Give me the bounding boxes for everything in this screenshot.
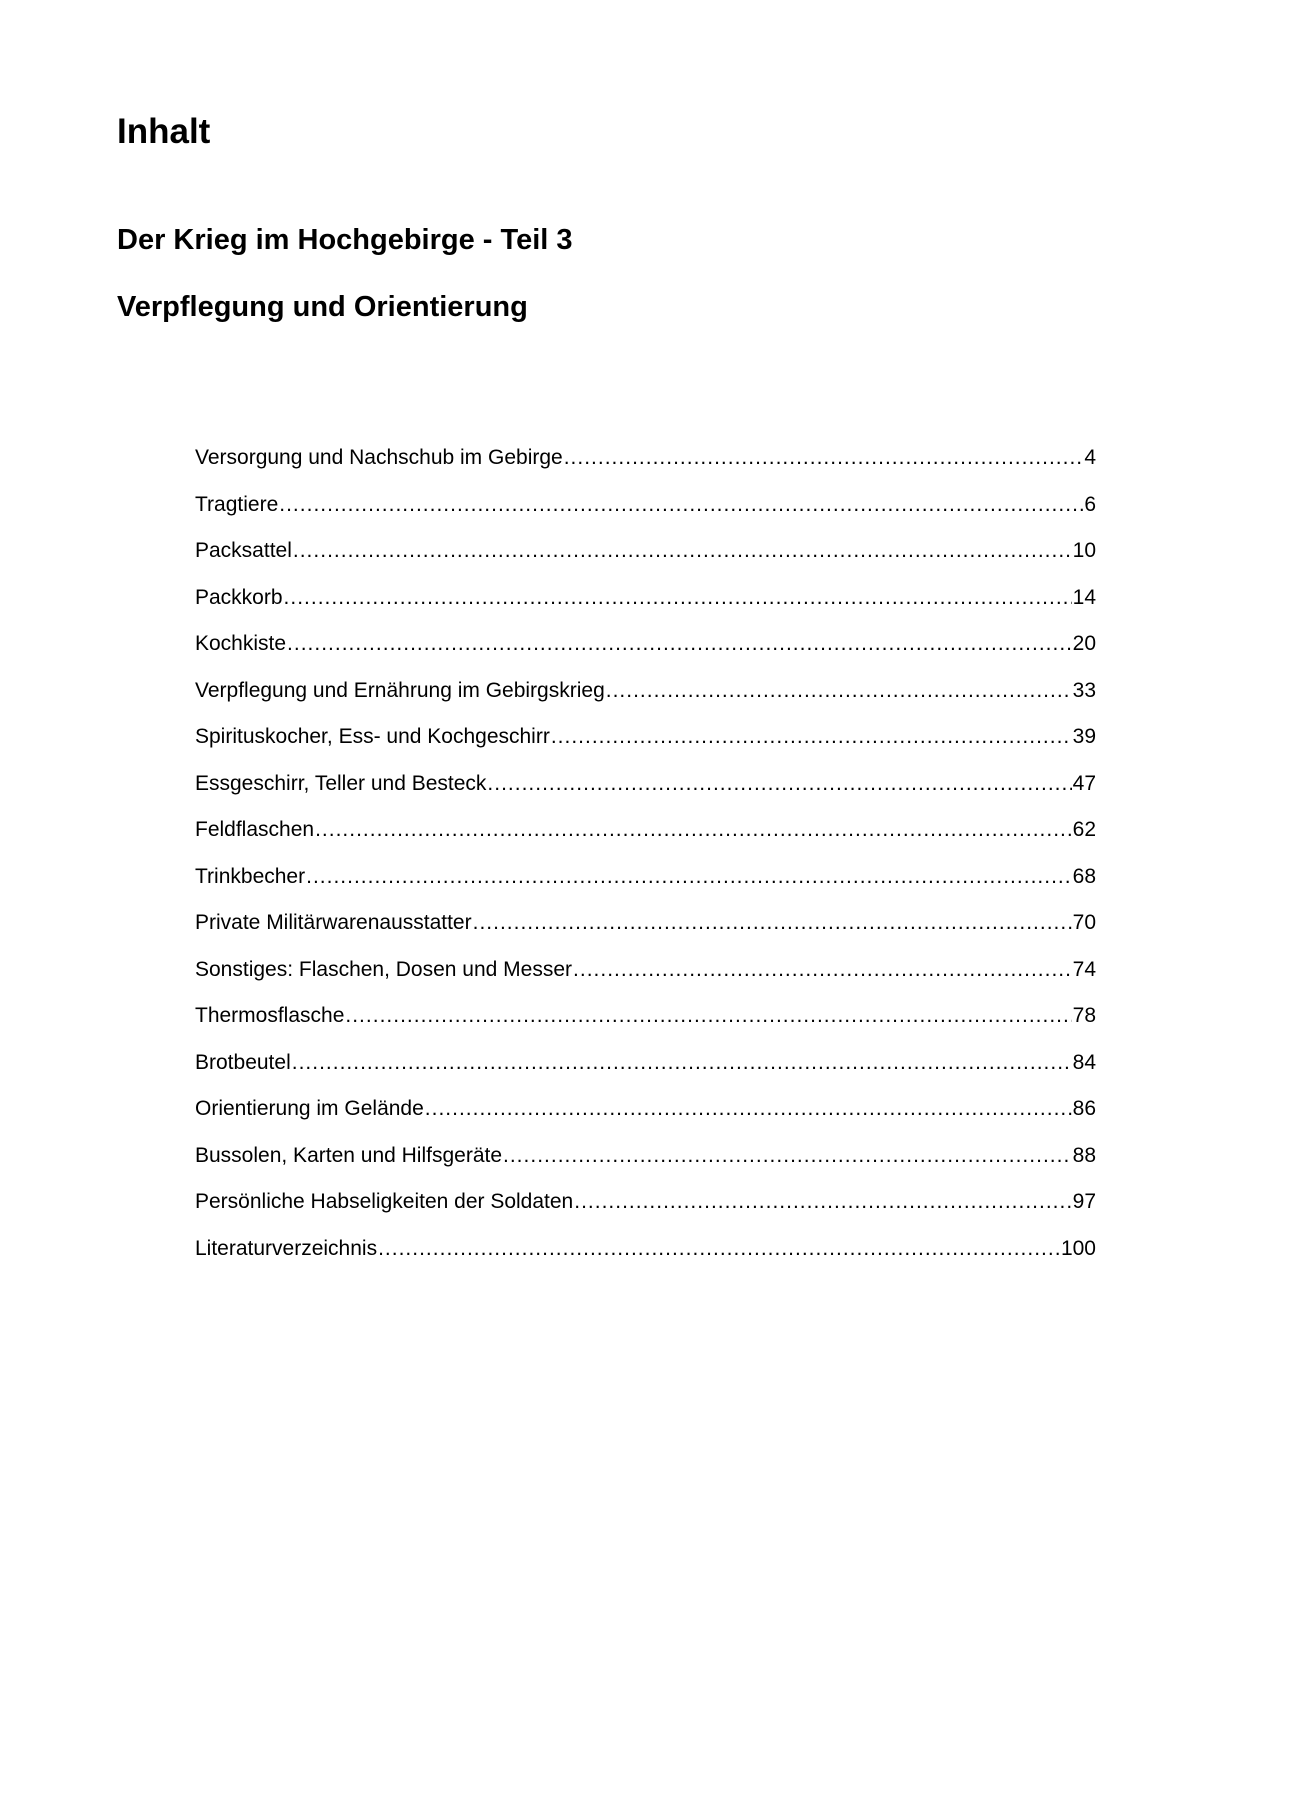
toc-entry [195,575,1096,622]
book-subtitle: Verpflegung und Orientierung [117,291,528,323]
toc-entry-page: 4 [1084,446,1096,469]
toc-leader-dots [293,528,1072,575]
toc-entry [195,714,1096,761]
toc-entry-page: 10 [1072,539,1096,562]
toc-entry-title: Essgeschirr, Teller und Besteck [195,771,487,795]
toc-leader-dots [487,761,1071,808]
toc-entry-page: 100 [1060,1236,1096,1260]
toc-entry [195,993,1096,1040]
toc-entry-page: 68 [1072,864,1096,888]
toc-entry-title: Private Militärwarenausstatter [195,911,472,934]
toc-entry-page: 20 [1072,632,1096,655]
toc-entry-title: Packkorb [195,585,283,609]
toc-leader-dots [551,714,1072,761]
toc-entry-title: Trinkbecher [195,864,306,888]
toc-leader-dots [279,482,1083,529]
page-title: Inhalt [117,112,211,151]
toc-entry-title: Packsattel [195,539,292,562]
toc-entry-page: 47 [1072,771,1096,795]
toc-leader-dots [564,435,1084,482]
toc-entry [195,1226,1096,1273]
toc-entry-title: Thermosflasche [195,1004,345,1027]
toc-entry-page: 62 [1072,818,1096,841]
toc-entry-page: 86 [1072,1097,1096,1120]
table-of-contents [195,435,1096,1272]
toc-leader-dots [473,900,1072,947]
toc-entry-page: 88 [1072,1143,1096,1167]
toc-leader-dots [425,1086,1072,1133]
toc-entry [195,900,1096,947]
toc-entry [195,621,1096,668]
toc-leader-dots [345,993,1071,1040]
toc-entry [195,1086,1096,1133]
toc-entry-page: 6 [1084,492,1096,516]
toc-entry [195,668,1096,715]
toc-entry [195,807,1096,854]
toc-leader-dots [574,1179,1071,1226]
toc-entry-page: 74 [1072,957,1096,981]
toc-entry [195,947,1096,994]
toc-entry-page: 84 [1072,1050,1096,1074]
toc-entry-page: 97 [1072,1190,1096,1213]
toc-entry-page: 14 [1072,585,1096,609]
toc-entry-title: Orientierung im Gelände [195,1097,424,1120]
toc-entry-page: 70 [1072,911,1096,934]
toc-entry-title: Feldflaschen [195,818,315,841]
toc-leader-dots [503,1133,1072,1180]
toc-entry [195,435,1096,482]
toc-leader-dots [292,1040,1072,1087]
toc-entry-title: Tragtiere [195,492,279,516]
toc-entry-title: Bussolen, Karten und Hilfsgeräte [195,1143,503,1167]
toc-entry-title: Sonstiges: Flaschen, Dosen und Messer [195,957,573,981]
toc-entry-title: Verpflegung und Ernährung im Gebirgskrieg [195,678,605,702]
toc-leader-dots [315,807,1072,854]
toc-entry [195,854,1096,901]
book-title: Der Krieg im Hochgebirge - Teil 3 [117,224,573,256]
toc-entry-page: 33 [1072,678,1096,702]
toc-entry [195,1133,1096,1180]
toc-leader-dots [378,1226,1060,1273]
toc-entry-title: Brotbeutel [195,1050,291,1074]
toc-leader-dots [284,575,1072,622]
toc-entry-title: Spirituskocher, Ess- und Kochgeschirr [195,725,550,748]
toc-entry-page: 39 [1072,725,1096,748]
toc-entry [195,482,1096,529]
toc-entry-title: Kochkiste [195,632,287,655]
toc-entry [195,1040,1096,1087]
toc-leader-dots [573,947,1072,994]
toc-entry-title: Persönliche Habseligkeiten der Soldaten [195,1190,574,1213]
toc-entry [195,761,1096,808]
toc-leader-dots [306,854,1072,901]
toc-entry-page: 78 [1072,1004,1096,1027]
toc-leader-dots [287,621,1072,668]
toc-entry-title: Versorgung und Nachschub im Gebirge [195,446,563,469]
toc-entry [195,528,1096,575]
toc-entry-title: Literaturverzeichnis [195,1236,378,1260]
toc-leader-dots [606,668,1072,715]
toc-entry [195,1179,1096,1226]
